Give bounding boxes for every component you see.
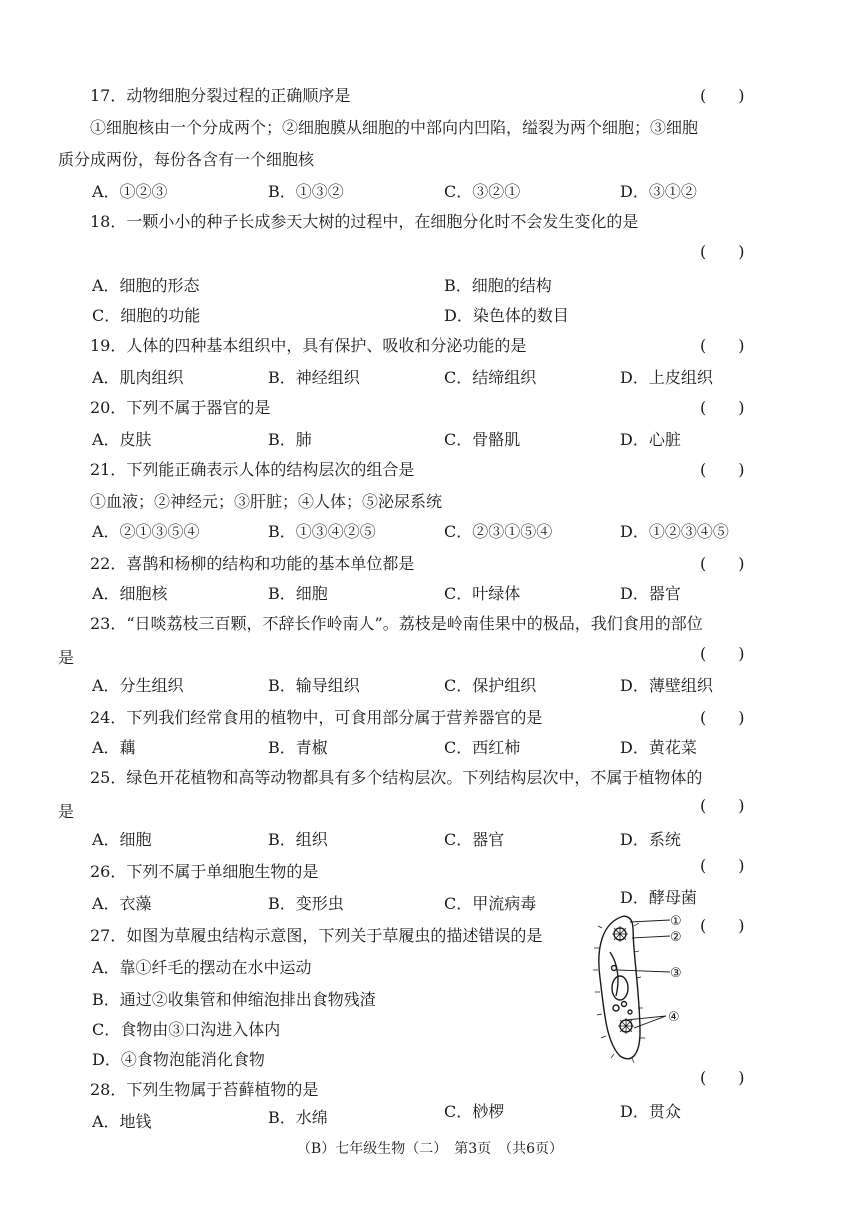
q26-stem: 26．下列不属于单细胞生物的是 [90,862,319,881]
q27-option-c: C．食物由③口沟进入体内 [92,1020,281,1039]
q24-option-d: D．黄花菜 [620,738,697,757]
q20-option-b: B．肺 [268,430,312,449]
q23-option-d: D．薄壁组织 [620,676,713,695]
q21-stem: 21．下列能正确表示人体的结构层次的组合是 [90,460,415,479]
q24-option-b: B．青椒 [268,738,328,757]
q17-option-b: B．①③② [268,182,344,201]
page-footer: （B）七年级生物（二） 第3页 （共6页） [296,1141,564,1157]
q25-line2: 是 [58,802,75,821]
q21-line2: ①血液；②神经元；③肝脏；④人体；⑤泌尿系统 [90,492,443,511]
diagram-label-4: ④ [668,1010,680,1025]
q22-answer-paren: ( ) [700,554,745,573]
q27-option-a: A．靠①纤毛的摆动在水中运动 [92,958,312,977]
q28-answer-paren: ( ) [700,1068,745,1087]
q20-option-a: A．皮肤 [92,430,152,449]
q17-answer-paren: ( ) [700,86,745,105]
diagram-label-1: ① [670,914,682,929]
q24-answer-paren: ( ) [700,708,745,727]
q20-option-d: D．心脏 [620,430,681,449]
q23-option-b: B．输导组织 [268,676,360,695]
q23-stem: 23．“日啖荔枝三百颗，不辞长作岭南人”。荔枝是岭南佳果中的极品，我们食用的部位 [90,614,703,633]
q25-option-a: A．细胞 [92,830,152,849]
q24-option-a: A．藕 [92,738,136,757]
q17-option-a: A．①②③ [92,182,168,201]
paramecium-diagram [590,908,690,1064]
q19-option-c: C．结缔组织 [444,368,537,387]
q25-stem: 25．绿色开花植物和高等动物都具有多个结构层次。下列结构层次中，不属于植物体的 [90,768,703,787]
q21-option-a: A．②①③⑤④ [92,522,200,541]
q26-option-d: D．酵母菌 [620,888,697,907]
q17-option-c: C．③②① [444,182,521,201]
q28-option-d: D．贯众 [620,1102,681,1121]
q23-option-c: C．保护组织 [444,676,537,695]
q23-option-a: A．分生组织 [92,676,184,695]
q26-option-a: A．衣藻 [92,894,152,913]
q18-answer-paren: ( ) [700,242,745,261]
q21-option-c: C．②③①⑤④ [444,522,553,541]
diagram-label-3: ③ [670,966,682,981]
q25-option-d: D．系统 [620,830,681,849]
q23-line2: 是 [58,648,75,667]
q19-option-a: A．肌肉组织 [92,368,184,387]
q18-stem: 18．一颗小小的种子长成参天大树的过程中，在细胞分化时不会发生变化的是 [90,212,639,231]
q27-answer-paren: ( ) [700,916,745,935]
q28-option-c: C．桫椤 [444,1102,505,1121]
paramecium-body-outline [599,916,640,1059]
q17-stem: 17．动物细胞分裂过程的正确顺序是 [90,86,351,105]
q19-stem: 19．人体的四种基本组织中，具有保护、吸收和分泌功能的是 [90,336,527,355]
q26-option-b: B．变形虫 [268,894,344,913]
q20-stem: 20．下列不属于器官的是 [90,398,271,417]
q27-option-d: D．④食物泡能消化食物 [92,1050,265,1069]
q26-answer-paren: ( ) [700,856,745,875]
q25-option-b: B．组织 [268,830,328,849]
q17-line2: ①细胞核由一个分成两个；②细胞膜从细胞的中部向内凹陷，缢裂为两个细胞；③细胞 [90,118,699,137]
q26-option-c: C．甲流病毒 [444,894,537,913]
q25-answer-paren: ( ) [700,796,745,815]
q22-option-c: C．叶绿体 [444,584,521,603]
q18-option-a: A．细胞的形态 [92,276,200,295]
q18-option-d: D．染色体的数目 [444,306,569,325]
q17-line3: 质分成两份，每份各含有一个细胞核 [58,150,315,169]
q23-answer-paren: ( ) [700,644,745,663]
q17-option-d: D．③①② [620,182,697,201]
q24-stem: 24．下列我们经常食用的植物中，可食用部分属于营养器官的是 [90,708,543,727]
q24-option-c: C．西红柿 [444,738,521,757]
q18-option-b: B．细胞的结构 [444,276,552,295]
q19-option-d: D．上皮组织 [620,368,713,387]
q19-answer-paren: ( ) [700,336,745,355]
diagram-label-2: ② [670,930,682,945]
q22-option-d: D．器官 [620,584,681,603]
paramecium-oral-groove [610,952,618,996]
q20-answer-paren: ( ) [700,398,745,417]
q27-stem: 27．如图为草履虫结构示意图，下列关于草履虫的描述错误的是 [90,926,543,945]
q28-stem: 28．下列生物属于苔藓植物的是 [90,1080,319,1099]
q25-option-c: C．器官 [444,830,505,849]
q22-option-a: A．细胞核 [92,584,168,603]
q20-option-c: C．骨骼肌 [444,430,521,449]
q22-option-b: B．细胞 [268,584,328,603]
q21-option-b: B．①③④②⑤ [268,522,376,541]
q27-option-b: B．通过②收集管和伸缩泡排出食物残渣 [92,990,376,1009]
paramecium-macronucleus [612,976,628,1000]
q19-option-b: B．神经组织 [268,368,360,387]
q22-stem: 22．喜鹊和杨柳的结构和功能的基本单位都是 [90,554,415,573]
q21-option-d: D．①②③④⑤ [620,522,729,541]
q28-option-b: B．水绵 [268,1108,328,1127]
q21-answer-paren: ( ) [700,460,745,479]
q18-option-c: C．细胞的功能 [92,306,201,325]
q28-option-a: A．地钱 [92,1112,152,1131]
